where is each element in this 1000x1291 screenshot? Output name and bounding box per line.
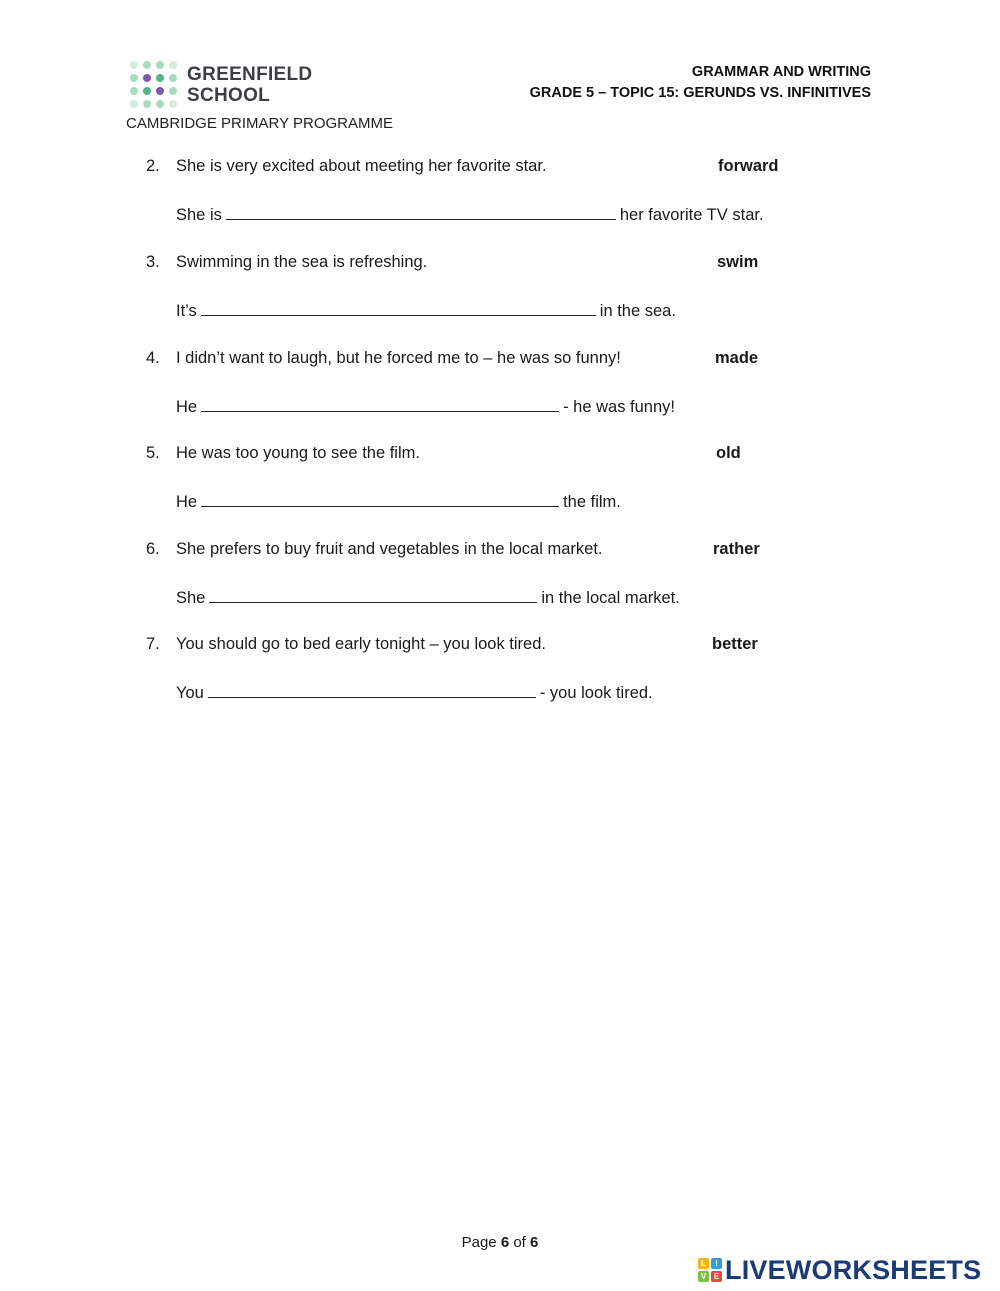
programme-label: CAMBRIDGE PRIMARY PROGRAMME [126,115,393,132]
question-sentence: Swimming in the sea is refreshing. [176,253,428,271]
question-sentence: She is very excited about meeting her favorite star. [176,157,547,175]
liveworksheets-logo [698,1255,981,1285]
answer-line-6 [176,588,680,608]
question-sentence: She prefers to buy fruit and vegetables in the local market. [176,540,603,558]
question-keyword: swim [717,253,759,271]
answer-prefix: It’s [176,302,197,320]
page-current: 6 [500,1234,510,1251]
question-number: 4. [146,349,160,367]
answer-blank[interactable] [201,397,559,412]
answer-blank[interactable] [226,205,616,220]
answer-line-7 [176,683,653,703]
answer-suffix: - you look tired. [539,684,653,702]
question-keyword: forward [718,157,779,175]
answer-line-4 [176,397,675,417]
cube-letter: I [711,1258,722,1269]
answer-prefix: She [176,589,206,607]
answer-suffix: her favorite TV star. [619,206,764,224]
question-sentence: I didn’t want to laugh, but he forced me to – he was so funny! [176,349,621,367]
answer-prefix: She is [176,206,222,224]
cube-letter: L [698,1258,709,1269]
page-word: Page [461,1234,497,1251]
topic-title: GRADE 5 – TOPIC 15: GERUNDS VS. INFINITIVES [529,85,871,101]
question-sentence: He was too young to see the film. [176,444,420,462]
question-keyword: rather [713,540,760,558]
question-number: 6. [146,540,160,558]
answer-suffix: in the sea. [599,302,676,320]
answer-prefix: You [176,684,204,702]
answer-line-3 [176,301,676,321]
school-name-line2: SCHOOL [187,85,271,106]
page-footer [0,1234,1000,1251]
answer-line-5 [176,492,621,512]
liveworksheets-text: LIVEWORKSHEETS [725,1254,982,1285]
answer-prefix: He [176,493,198,511]
cube-letter: E [711,1271,722,1282]
question-number: 2. [146,157,160,175]
question-sentence: You should go to bed early tonight – you look tired. [176,635,546,653]
school-name [187,64,312,106]
question-number: 7. [146,635,160,653]
question-keyword: better [712,635,758,653]
answer-blank[interactable] [201,301,596,316]
answer-line-2 [176,205,764,225]
liveworksheets-cube-icon [698,1258,722,1282]
question-number: 3. [146,253,160,271]
school-name-line1: GREENFIELD [187,64,313,85]
answer-prefix: He [176,398,198,416]
cube-letter: V [698,1271,709,1282]
answer-suffix: - he was funny! [563,398,675,416]
school-logo-dots [130,61,178,109]
page-of: of [513,1234,526,1251]
page-total: 6 [530,1234,539,1251]
answer-suffix: in the local market. [541,589,680,607]
question-number: 5. [146,444,160,462]
question-keyword: old [716,444,741,462]
subject-title: GRAMMAR AND WRITING [691,64,871,80]
question-keyword: made [715,349,759,367]
answer-blank[interactable] [201,492,559,507]
answer-blank[interactable] [208,683,536,698]
worksheet-header [530,62,871,104]
answer-suffix: the film. [563,493,621,511]
answer-blank[interactable] [209,588,537,603]
